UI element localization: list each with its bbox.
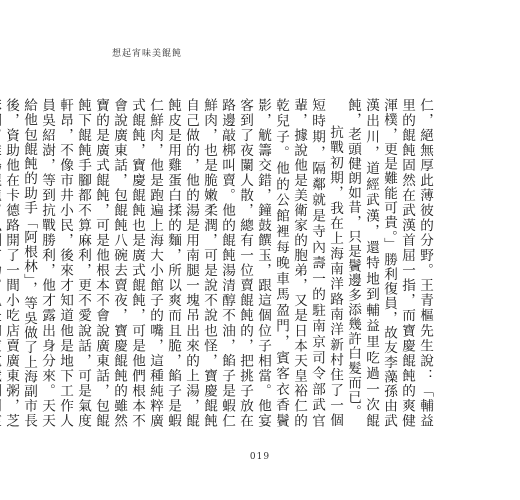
vertical-text-body (3, 98, 434, 428)
paragraph-1: 仁，絕無厚此薄彼的分野。王青樞先生說：「輔益里的餛飩固然在武漢首屈一指，而寶慶餛飩的爽健渾樸，更是難能可貴。」勝利復員，故友李藻孫由武漢出川，道經武漢，還特地到輔益里吃過一次餛飩，老頭健朗如昔，只是鬢邊多添幾許白髮而已。 (345, 98, 433, 428)
page-number: 019 (249, 452, 271, 462)
paragraph-2: 抗戰初期，我在上海南洋路南洋新村住了一個短時期，隔鄰就是寺內壽一的駐南京司令部武官輩，據說他是美衛家的胞弟，又是日本天皇裕仁的乾兒子。他的公館裡每晚車馬盈門，賓客衣香鬢影，觥籌交錯，鐘鼓饌玉，跟這個位子相當。他宴客到了夜闌人散，總有一位賣餛飩的，把挑子放在路邊敲梆叫賣。他的餛飩湯清醇不油，餡子是蝦仁鮮肉，也是脆嫩柔潤，可是說不說也怪，寶慶餛飩自己做的，他的湯是用南腿一塊吊出來的上湯，餛飩皮是用雞蛋白揉的麵，所以爽而且脆，餡子是蝦仁鮮肉，他是跑遍上海大小館子的嘴，這種純粹廣式餛飩，寶慶餛飩也是廣式餛飩，可是他們根本不會說廣東話，包餛飩八碗去賣夜，寶慶餛飩的雖然寶的是廣式餛飩，可是他根本不會說廣東話，包餛飩下餛飩手腳都不算麻利，更不愛說話，可是氣度軒昂，不像市井小民，後來才知道他是地下工作人員吳紹澍，等到抗戰勝利，他才露出身分來。天天給他包餛飩的助手「阿根林」，等吳做了上海副市長後，資助他在卡德路開了一間小吃店賣廣東粥，芝 (3, 98, 343, 428)
running-header-title: 想起宵味美餛飩 (112, 49, 183, 59)
